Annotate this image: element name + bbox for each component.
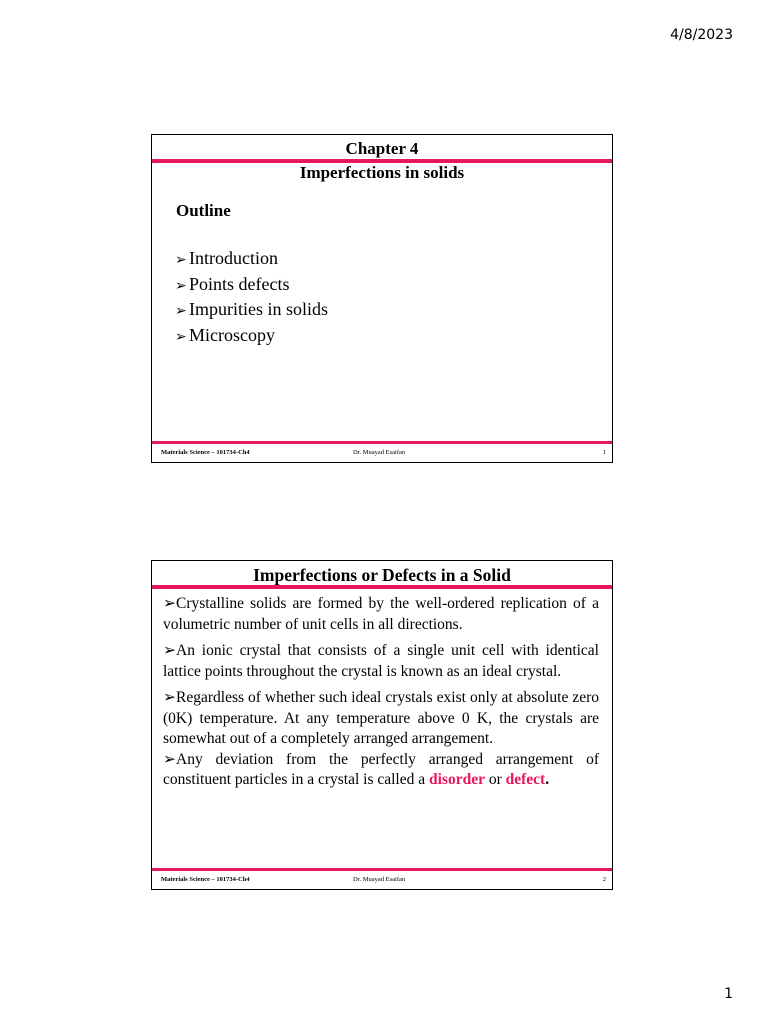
- outline-item: ➢ Microscopy: [175, 324, 328, 350]
- body-paragraph: ➢Regardless of whether such ideal crystals exist only at absolute zero (0K) temperature. At any temperature above 0 K, the crystals are somewhat out of a completely arranged arrangement.: [163, 689, 599, 747]
- arrow-bullet-icon: ➢: [163, 595, 176, 612]
- slide-number: 2: [602, 876, 606, 883]
- arrow-bullet-icon: ➢: [163, 689, 176, 706]
- page-date: 4/8/2023: [670, 27, 733, 43]
- slide-1: [151, 134, 613, 463]
- slide-2-title: Imperfections or Defects in a Solid: [253, 565, 511, 585]
- slide-number: 1: [602, 449, 606, 456]
- body-paragraph: ➢Any deviation from the perfectly arranged arrangement of constituent particles in a crystal is called a disorder or defect.: [163, 750, 599, 788]
- outline-item: ➢ Points defects: [175, 273, 328, 299]
- slide-2: [151, 560, 613, 890]
- outline-heading: Outline: [176, 201, 231, 220]
- slide-1-footer: [152, 447, 612, 459]
- footer-author: Dr. Muayad Esaifan: [353, 876, 406, 883]
- body-paragraph: ➢Crystalline solids are formed by the well-ordered replication of a volumetric number of unit cells in all directions.: [163, 595, 599, 633]
- footer-course: Materials Science – 101734-Ch4: [161, 449, 250, 456]
- highlight-term: disorder: [429, 771, 485, 788]
- arrow-bullet-icon: ➢: [175, 304, 187, 319]
- arrow-bullet-icon: ➢: [175, 329, 187, 345]
- arrow-bullet-icon: ➢: [175, 278, 187, 294]
- slide-1-chapter-title: Chapter 4: [345, 139, 419, 158]
- slide-2-title-rule: [152, 585, 612, 589]
- outline-list: [175, 247, 328, 349]
- footer-author: Dr. Muayad Esaifan: [353, 449, 406, 456]
- highlight-term: defect: [505, 771, 546, 788]
- outline-item: ➢ Introduction: [175, 247, 328, 273]
- slide-2-body: [163, 594, 599, 791]
- arrow-bullet-icon: ➢: [175, 253, 187, 268]
- slide-2-footer-rule: [152, 868, 612, 871]
- slide-1-subtitle: Imperfections in solids: [299, 163, 465, 182]
- arrow-bullet-icon: ➢: [163, 750, 176, 768]
- slide-2-footer: [152, 874, 612, 886]
- page-number: 1: [724, 986, 733, 1002]
- body-paragraph: ➢An ionic crystal that consists of a single unit cell with identical lattice points throughout the crystal is known as an ideal crystal.: [163, 642, 599, 680]
- footer-course: Materials Science – 101734-Ch4: [161, 876, 250, 883]
- slide-1-footer-rule: [152, 441, 612, 444]
- arrow-bullet-icon: ➢: [163, 642, 176, 659]
- outline-item: ➢ Impurities in solids: [175, 298, 328, 324]
